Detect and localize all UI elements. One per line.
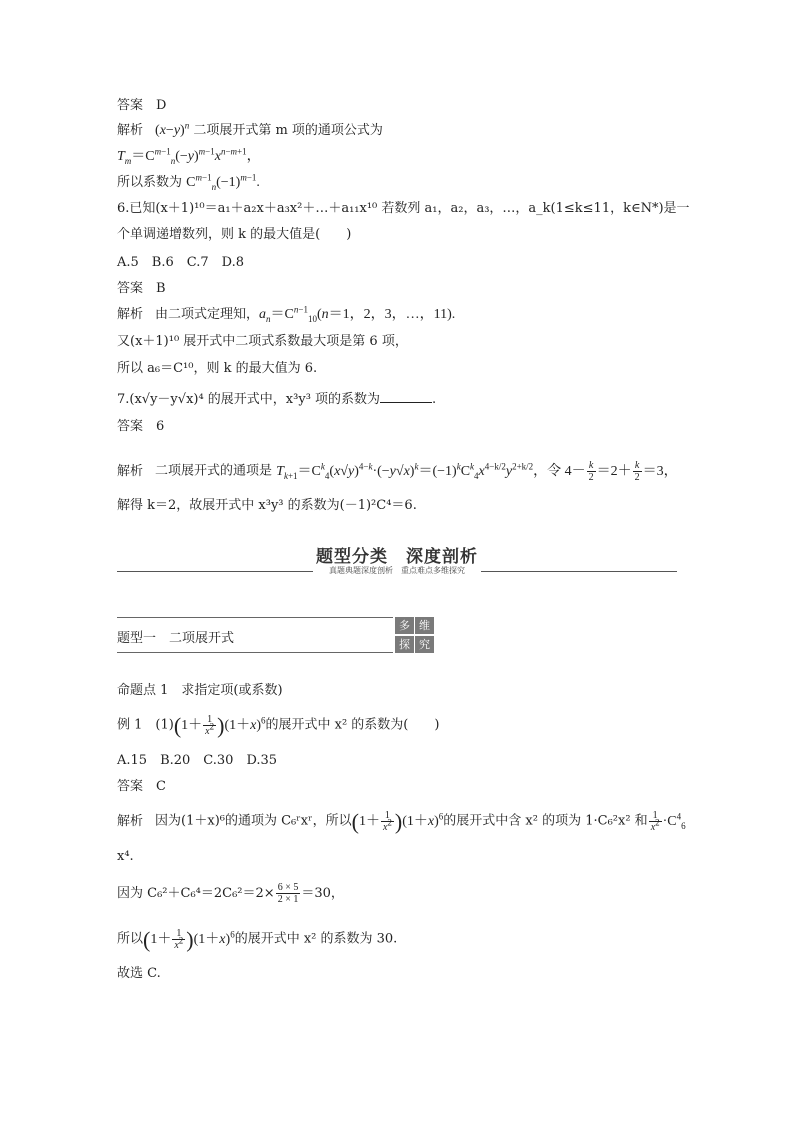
answer-7: 答案 6 — [117, 419, 165, 434]
example-solution-line-2: x⁴. — [117, 849, 134, 864]
answer-blank — [380, 390, 432, 403]
formula-tm: $T_m=C^{m-1}_n(-y)^{m-1}x^{n-m+1}$， — [117, 146, 261, 166]
solution-7-line-1: 解析 二项展开式的通项是 $T_{k+1}=C^k_4(x√y)^{4-k}\cdot(-y√x)^k=(-1)^kC^k_4x^{4-k/2}y^{2+k/2}$，令 4－ $\frac{k}{2}$ ＝2＋ $\frac{k}{2}$ ＝3， — [117, 460, 678, 483]
question-6: 6.已知(x＋1)¹⁰＝a₁＋a₂x＋a₃x²＋…＋a₁₁x¹⁰ 若数列 a₁，a₂，a₃，…，a_k(1≤k≤11，k∈N*)是一 — [117, 201, 690, 216]
example-calc: 因为 C₆²＋C₆⁴＝2C₆²＝2× $\frac{6 \times 5}{2 \times 1}$ ＝30， — [117, 882, 344, 905]
badge-3: 探 — [395, 636, 414, 653]
solution-7-line-2: 解得 k＝2，故展开式中 x³y³ 的系数为(－1)²C⁴＝6. — [117, 498, 417, 513]
solution-6-line-3: 所以 a₆＝C¹⁰，则 k 的最大值为 6. — [117, 361, 318, 376]
badge-2: 维 — [415, 617, 434, 634]
example-solution-line-1: 解析 因为(1＋x)⁶的通项为 C₆ʳxʳ，所以(1＋ $\frac{1}{x^2}$ )$(1+x)^6$的展开式中含 x² 的项为 1·C₆²x² 和 $\frac{1}{x^2}$ $\cdot C^4_6$ — [117, 808, 686, 834]
question-6-choices: A.5 B.6 C.7 D.8 — [117, 255, 244, 270]
example-1: 例 1 (1)(1＋ $\frac{1}{x^2}$ )$(1+x)^6$的展开式中 x² 的系数为( ) — [117, 712, 440, 738]
example-answer: 答案 C — [117, 779, 166, 794]
example-choices: A.15 B.20 C.30 D.35 — [117, 753, 278, 768]
solution-line-1: 解析 $(x-y)^n$ 二项展开式第 m 项的通项公式为 — [117, 120, 383, 138]
badge-4: 究 — [415, 636, 434, 653]
solution-6-line-2: 又(x＋1)¹⁰ 展开式中二项式系数最大项是第 6 项， — [117, 334, 408, 349]
section-rule-right — [481, 571, 677, 572]
question-7: 7.(x√y－y√x)⁴ 的展开式中，x³y³ 项的系数为 . — [117, 392, 437, 407]
badge-1: 多 — [395, 617, 414, 634]
type-header — [117, 617, 435, 653]
answer-line-1: 答案 D — [117, 98, 167, 113]
question-6-line-2: 个单调递增数列，则 k 的最大值是( ) — [117, 227, 352, 242]
example-conclusion: 所以(1＋ $\frac{1}{x^2}$ )$(1+x)^6$的展开式中 x² 的系数为 30. — [117, 926, 398, 952]
section-title: 题型分类 深度剖析 — [316, 547, 478, 567]
type-label: 题型一 二项展开式 — [117, 631, 235, 646]
solution-6-line-1: 解析 由二项式定理知，$a_n=C^{n-1}_{10}(n=1$，2，3，…，11). — [117, 304, 456, 324]
section-subtitle: 真题典题深度剖析 重点难点多维探究 — [329, 566, 465, 575]
example-final: 故选 C. — [117, 966, 161, 981]
answer-6: 答案 B — [117, 281, 166, 296]
solution-line-3: 所以系数为 $C^{m-1}_n(-1)^{m-1}$. — [117, 172, 260, 192]
point-title: 命题点 1 求指定项(或系数) — [117, 683, 283, 698]
